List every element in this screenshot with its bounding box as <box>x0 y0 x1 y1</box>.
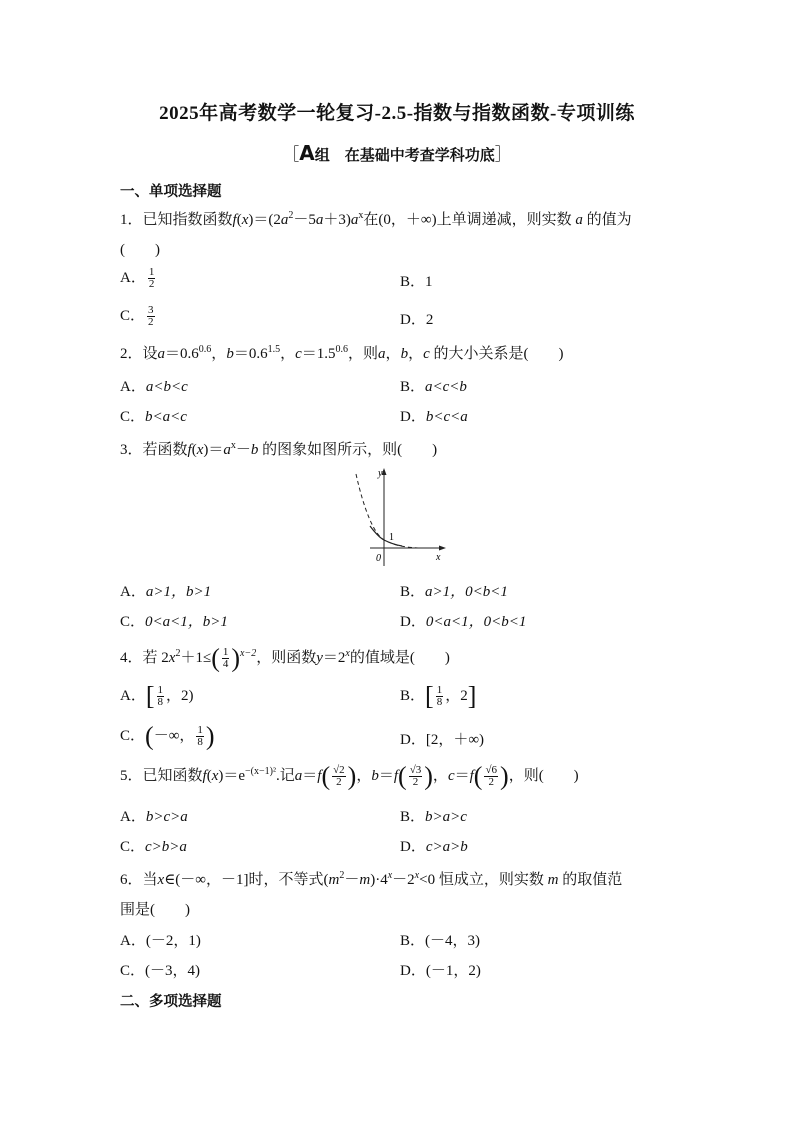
q4-option-d[interactable]: D．[2，＋∞) <box>400 732 485 748</box>
page-title: 2025年高考数学一轮复习-2.5-指数与指数函数-专项训练 <box>159 103 635 124</box>
group-heading <box>0 140 794 165</box>
graph-x-label: x <box>436 552 441 563</box>
q1-option-a[interactable]: A． $\frac{1}{2}$ <box>120 266 155 291</box>
q5-option-c[interactable]: C．c>b>a <box>120 839 187 855</box>
q5-option-a[interactable]: A．b>c>a <box>120 809 188 825</box>
graph-origin-label: 0 <box>376 553 381 564</box>
q4-option-a[interactable]: A．[ $\frac{1}{8}$ ，2) <box>120 681 194 711</box>
q2-option-c[interactable]: C．b<a<c <box>120 409 187 425</box>
q1-option-c[interactable]: C． $\frac{3}{2}$ <box>120 304 154 329</box>
q1-stem: 1．已知指数函数$f(x)=(2a^2-5a+3)a^x$在(0，＋∞)上单调递减，则实数 a 的值为 <box>120 210 632 228</box>
graph-one-label: 1 <box>389 532 394 543</box>
x-axis-arrow <box>439 546 446 551</box>
q1-paren: ( ) <box>120 242 160 258</box>
q3-function-graph <box>340 462 450 570</box>
q3-option-a[interactable]: A．a>1，b>1 <box>120 584 212 600</box>
q6-option-d[interactable]: D．(－1，2) <box>400 963 481 979</box>
q3-option-d[interactable]: D．0<a<1，0<b<1 <box>400 614 527 630</box>
q4-option-c[interactable]: C．(－∞， $\frac{1}{8}$ ) <box>120 721 215 751</box>
q3-option-b[interactable]: B．a>1，0<b<1 <box>400 584 508 600</box>
q2-option-d[interactable]: D．b<c<a <box>400 409 468 425</box>
group-close-bracket: ］ <box>494 145 512 164</box>
q4-option-b[interactable]: B．[ $\frac{1}{8}$ ，2] <box>400 681 477 711</box>
group-badge: A <box>299 141 315 165</box>
q3-option-c[interactable]: C．0<a<1，b>1 <box>120 614 228 630</box>
q2-option-a[interactable]: A．a<b<c <box>120 379 188 395</box>
q6-option-c[interactable]: C．(－3，4) <box>120 963 201 979</box>
q4-stem: 4．若 $2x^2+1\le$( $\frac{1}{4}$ )$^{x-2}$，则函数$y=2^x$的值域是( ) <box>120 643 450 673</box>
q1-option-d[interactable]: D．2 <box>400 312 434 328</box>
curve-dashed <box>356 474 418 548</box>
q5-option-b[interactable]: B．b>a>c <box>400 809 467 825</box>
group-open-bracket: ［ <box>282 145 300 164</box>
q5-option-d[interactable]: D．c>a>b <box>400 839 468 855</box>
section-multiple-choice: 二、多项选择题 <box>120 994 222 1010</box>
q6-option-b[interactable]: B．(－4，3) <box>400 933 481 949</box>
q2-stem: 2．设$a=0.6^{0.6}$，$b=0.6^{1.5}$，$c=1.5^{0.6}$，则a，b，c 的大小关系是( ) <box>120 344 564 362</box>
q5-stem: 5．已知函数$f(x)=e^{-(x-1)^2}$.记a＝f( $\frac{√2}{2}$ )，b＝f( $\frac{√3}{2}$ )，c＝f( $\frac{√6}{2}$ )，则( ) <box>120 761 579 791</box>
section-single-choice: 一、单项选择题 <box>120 184 222 200</box>
q1-option-b[interactable]: B．1 <box>400 274 433 290</box>
q6-option-a[interactable]: A．(－2，1) <box>120 933 201 949</box>
graph-y-label: y <box>378 468 383 479</box>
q2-option-b[interactable]: B．a<c<b <box>400 379 467 395</box>
q6-stem: 6．当x∈(－∞，－1]时，不等式$(m^2-m)\cdot 4^x-2^x<0$ 恒成立，则实数 m 的取值范 <box>120 870 623 888</box>
q3-stem: 3．若函数$f(x)=a^x-b$ 的图象如图所示，则( ) <box>120 440 438 458</box>
q6-stem-line2: 围是( ) <box>120 902 190 918</box>
group-label: 组 在基础中考查学科功底 <box>314 148 495 164</box>
